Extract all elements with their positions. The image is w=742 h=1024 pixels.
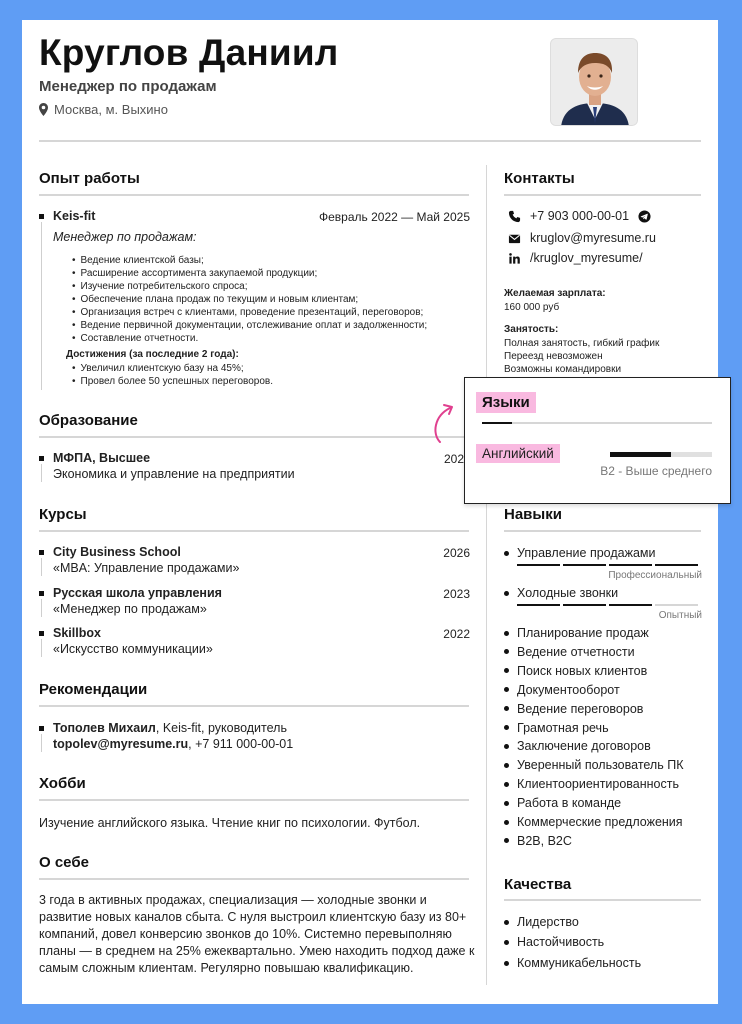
language-level: B2 - Выше среднего [600, 464, 712, 478]
employment-line: Возможны командировки [504, 364, 622, 375]
course-bullet [39, 631, 44, 636]
skill-rating-bar [517, 604, 698, 606]
skill-item [504, 834, 572, 848]
skill-bullet [504, 801, 509, 806]
about-line: компаний, довел конверсию звонков до 10%. Системно перевыполняю [39, 927, 452, 941]
language-level-track [610, 452, 712, 457]
skill-rating-segment [563, 604, 606, 606]
portrait-image [551, 39, 638, 126]
experience-bullet [39, 214, 44, 219]
achievements-list [72, 362, 273, 388]
skills-divider [504, 530, 701, 532]
experience-company: Keis-fit [53, 209, 96, 223]
duty-item: • Ведение первичной документации, отслеживание оплат и задолженности; [72, 319, 427, 332]
languages-title: Языки [476, 394, 536, 411]
skill-name: Заключение договоров [517, 739, 651, 754]
experience-dates: Февраль 2022 — Май 2025 [318, 210, 470, 224]
hobby-title: Хобби [39, 775, 86, 792]
course-timeline [41, 599, 42, 617]
location-text: Москва, м. Выхино [54, 102, 168, 117]
experience-timeline [41, 222, 42, 390]
course-name: «Менеджер по продажам» [53, 602, 207, 616]
course-bullet [39, 591, 44, 596]
course-school: Русская школа управления [53, 586, 222, 600]
skill-item [504, 758, 683, 772]
curved-arrow-icon [430, 400, 460, 444]
language-level-fill [610, 452, 671, 457]
column-divider [486, 165, 487, 985]
recommender-phone: , +7 911 000-00-01 [188, 737, 294, 751]
linkedin-icon [508, 252, 521, 265]
duty-item: • Организация встреч с клиентами, проведение презентаций, переговоров; [72, 306, 427, 319]
skill-rating-segment [609, 564, 652, 566]
contact-email-row [508, 231, 656, 245]
skill-name: Документооборот [517, 682, 620, 697]
course-year: 2023 [443, 587, 470, 601]
recommendation-contacts [53, 737, 293, 751]
course-bullet [39, 550, 44, 555]
skill-item [504, 702, 643, 716]
employment-line: Полная занятость, гибкий график [504, 338, 660, 349]
experience-divider [39, 194, 469, 196]
qualities-divider [504, 899, 701, 901]
phone-icon [508, 210, 521, 223]
education-title: Образование [39, 412, 138, 429]
recommendations-title: Рекомендации [39, 681, 148, 698]
quality-bullet [504, 920, 509, 925]
skill-name: Коммерческие предложения [517, 815, 683, 829]
employment-label: Занятость: [504, 324, 559, 335]
achievement-item: • Увеличил клиентскую базу на 45%; [72, 362, 273, 375]
location-pin-icon [39, 103, 48, 116]
quality-bullet [504, 940, 509, 945]
skill-rating-bar [517, 564, 698, 566]
skill-rating-segment [517, 564, 560, 566]
skill-bullet [504, 668, 509, 673]
courses-divider [39, 530, 469, 532]
skill-rating-segment [609, 604, 652, 606]
recommendations-divider [39, 705, 469, 707]
skill-bullet [504, 687, 509, 692]
course-school: City Business School [53, 545, 181, 559]
recommendation-person [53, 721, 287, 735]
language-name: Английский [476, 446, 560, 461]
course-year: 2022 [443, 627, 470, 641]
duty-item: • Составление отчетности. [72, 332, 427, 345]
course-timeline [41, 639, 42, 657]
about-divider [39, 878, 469, 880]
contact-linkedin-row [508, 251, 643, 265]
contact-phone[interactable]: +7 903 000-00-01 [530, 209, 630, 223]
education-bullet [39, 456, 44, 461]
course-name: «MBA: Управление продажами» [53, 561, 240, 575]
skill-level: Профессиональный [608, 570, 702, 581]
languages-divider-accent [482, 422, 512, 424]
contact-linkedin[interactable]: /kruglov_myresume/ [530, 251, 643, 265]
quality-name: Лидерство [517, 915, 579, 929]
salary-value: 160 000 руб [504, 302, 560, 313]
education-timeline [41, 464, 42, 482]
skill-item [504, 645, 635, 659]
skill-name: Холодные звонки [517, 586, 619, 600]
duty-item: • Изучение потребительского спроса; [72, 280, 427, 293]
skill-item [504, 586, 618, 600]
skill-name: Управление продажами [517, 546, 656, 560]
quality-bullet [504, 961, 509, 966]
experience-title: Опыт работы [39, 170, 140, 187]
skill-rating-segment [563, 564, 606, 566]
skill-name: Грамотная речь [517, 720, 609, 735]
skill-item [504, 815, 683, 829]
hobby-divider [39, 799, 469, 801]
skill-rating-segment [655, 564, 698, 566]
telegram-icon[interactable] [638, 210, 651, 223]
recommendation-bullet [39, 726, 44, 731]
about-line: самым сложным клиентам. Регулярно повышаю квалификацию. [39, 961, 414, 975]
skill-rating-segment [517, 604, 560, 606]
skill-item [504, 546, 656, 560]
languages-divider [482, 422, 712, 424]
quality-item [504, 935, 604, 949]
quality-name: Коммуникабельность [517, 956, 642, 970]
header-divider [39, 140, 701, 142]
skill-item [504, 739, 651, 753]
skill-bullet [504, 649, 509, 654]
skill-name: Работа в команде [517, 796, 622, 811]
resume-page [22, 20, 718, 1004]
skill-name: Клиентоориентированность [517, 777, 679, 792]
course-timeline [41, 558, 42, 576]
skill-bullet [504, 631, 509, 636]
skill-bullet [504, 820, 509, 825]
education-divider [39, 436, 469, 438]
skill-level: Опытный [658, 610, 702, 621]
skill-item [504, 777, 679, 791]
about-line: 3 года в активных продажах, специализация — холодные звонки и [39, 893, 427, 907]
duty-item: • Расширение ассортимента закупаемой продукции; [72, 267, 427, 280]
skill-bullet [504, 782, 509, 787]
quality-name: Настойчивость [517, 935, 605, 949]
skill-rating-segment [655, 604, 698, 606]
salary-label: Желаемая зарплата: [504, 288, 606, 299]
skill-item [504, 721, 609, 735]
skills-title: Навыки [504, 506, 562, 523]
education-year: 202 [444, 452, 465, 466]
skill-item [504, 796, 621, 810]
skill-name: B2B, B2C [517, 833, 572, 848]
quality-item [504, 915, 579, 929]
courses-title: Курсы [39, 506, 87, 523]
skill-bullet [504, 763, 509, 768]
about-title: О себе [39, 854, 89, 871]
course-year: 2026 [443, 546, 470, 560]
languages-popup [464, 377, 731, 504]
skill-name: Ведение переговоров [517, 701, 644, 716]
contact-email[interactable]: kruglov@myresume.ru [530, 231, 656, 245]
duty-item: • Ведение клиентской базы; [72, 254, 427, 267]
hobby-text: Изучение английского языка. Чтение книг по психологии. Футбол. [39, 816, 421, 830]
skill-bullet [504, 725, 509, 730]
recommender-email[interactable]: topolev@myresume.ru [53, 737, 189, 751]
skill-bullet [504, 551, 509, 556]
experience-duties [72, 254, 427, 345]
employment-line: Переезд невозможен [504, 351, 603, 362]
recommendation-timeline [41, 734, 42, 752]
skill-name: Поиск новых клиентов [517, 663, 648, 678]
skill-bullet [504, 838, 509, 843]
skill-item [504, 664, 647, 678]
quality-item [504, 956, 641, 970]
skill-bullet [504, 591, 509, 596]
contact-phone-row [508, 209, 651, 223]
candidate-name: Круглов Даниил [39, 32, 339, 73]
skill-item [504, 626, 649, 640]
recommender-detail: , Keis-fit, руководитель [155, 721, 287, 735]
achievements-title: Достижения (за последние 2 года): [66, 349, 239, 360]
candidate-photo [550, 38, 638, 126]
candidate-position: Менеджер по продажам [39, 78, 217, 95]
education-specialty: Экономика и управление на предприятии [53, 467, 295, 481]
duty-item: • Обеспечение плана продаж по текущим и новым клиентам; [72, 293, 427, 306]
qualities-title: Качества [504, 876, 572, 893]
skill-name: Ведение отчетности [517, 644, 635, 659]
contacts-title: Контакты [504, 170, 575, 187]
skill-bullet [504, 706, 509, 711]
recommender-name: Тополев Михаил [53, 721, 156, 735]
achievement-item: • Провел более 50 успешных переговоров. [72, 375, 273, 388]
course-school: Skillbox [53, 626, 101, 640]
skill-bullet [504, 744, 509, 749]
skill-name: Уверенный пользователь ПК [517, 758, 684, 773]
course-name: «Искусство коммуникации» [53, 642, 213, 656]
experience-role: Менеджер по продажам: [53, 230, 197, 244]
contacts-divider [504, 194, 701, 196]
skill-name: Планирование продаж [517, 626, 649, 640]
email-icon [508, 232, 521, 245]
education-institution: МФПА, Высшее [53, 451, 151, 465]
skill-item [504, 683, 620, 697]
candidate-location [39, 102, 168, 117]
about-line: развитие новых каналов сбыта. С нуля выстроил клиентскую базу из 80+ [39, 910, 467, 924]
about-line: планы — в среднем на 25% ежеквартально. Умею находить подход даже к [39, 944, 475, 958]
